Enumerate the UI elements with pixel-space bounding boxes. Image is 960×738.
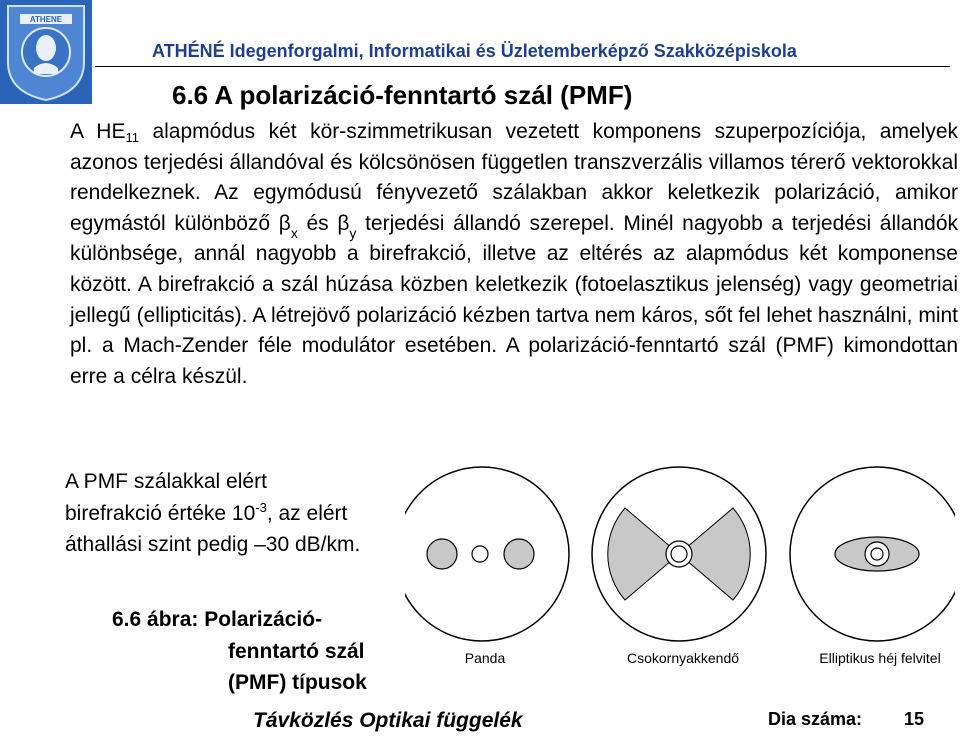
body-paragraph: A $HE_{11}$ alapmódus két kör-szimmetrikusan vezetett komponens szuperpozíciója, amelyek azonos terjedési állandóval és kölcsönösen független transzverzális villamos térerő vektorokkal rendelkeznek. Az egymódusú fényvezető szálakban akkor keletkezik polarizáció, amikor egymástól különböző $\beta_x$ és $\beta_y$ terjedési állandó szerepel. Minél nagyobb a terjedési állandók különbsége, annál nagyobb a birefrakció, illetve az eltérés az alapmódus két komponense között. A birefrakció a szál húzása közben keletkezik (fotoelasztikus jelenség) vagy geometriai jellegű (ellipticitás). A létrejövő polarizáció kézben tartva nem káros, sőt fel lehet használni, mint pl. a Mach-Zender féle modulátor esetében. A polarizáció-fenntartó szál (PMF) kimondottan erre a célra készül. [70, 120, 959, 388]
bowtie-fiber [592, 467, 766, 666]
header-divider [95, 66, 950, 67]
pmf-types-figure [405, 466, 955, 701]
label-bowtie: Csokornyakkendő [626, 650, 740, 666]
footer-subject: Távközlés Optikai függelék [253, 709, 523, 732]
stress-rod-right [504, 539, 534, 569]
slide-label: Dia száma: [768, 709, 863, 729]
stress-rod-left [427, 539, 457, 569]
label-panda: Panda [464, 650, 506, 666]
figure-caption: 6.6 ábra: Polarizáció- fenntartó szál (PMF) típusok [112, 608, 367, 694]
panda-core [472, 546, 488, 562]
slide-number: 15 [904, 709, 925, 729]
elliptical-fiber [790, 467, 955, 666]
label-elliptical: Elliptikus héj felvitel [819, 650, 941, 666]
side-text: A PMF szálakkal elért birefrakció értéke $10^{-3}$, az elért áthallási szint pedig –30 dB/km. [65, 470, 361, 556]
school-name: ATHÉNÉ Idegenforgalmi, Informatikai és Üzletemberképző Szakközépiskola [152, 41, 797, 61]
slide-number-block [768, 709, 924, 730]
logo-text: ATHENE [29, 15, 63, 24]
panda-fiber [405, 467, 569, 666]
section-title: 6.6 A polarizáció-fenntartó szál (PMF) [172, 80, 633, 110]
school-logo [0, 0, 92, 104]
